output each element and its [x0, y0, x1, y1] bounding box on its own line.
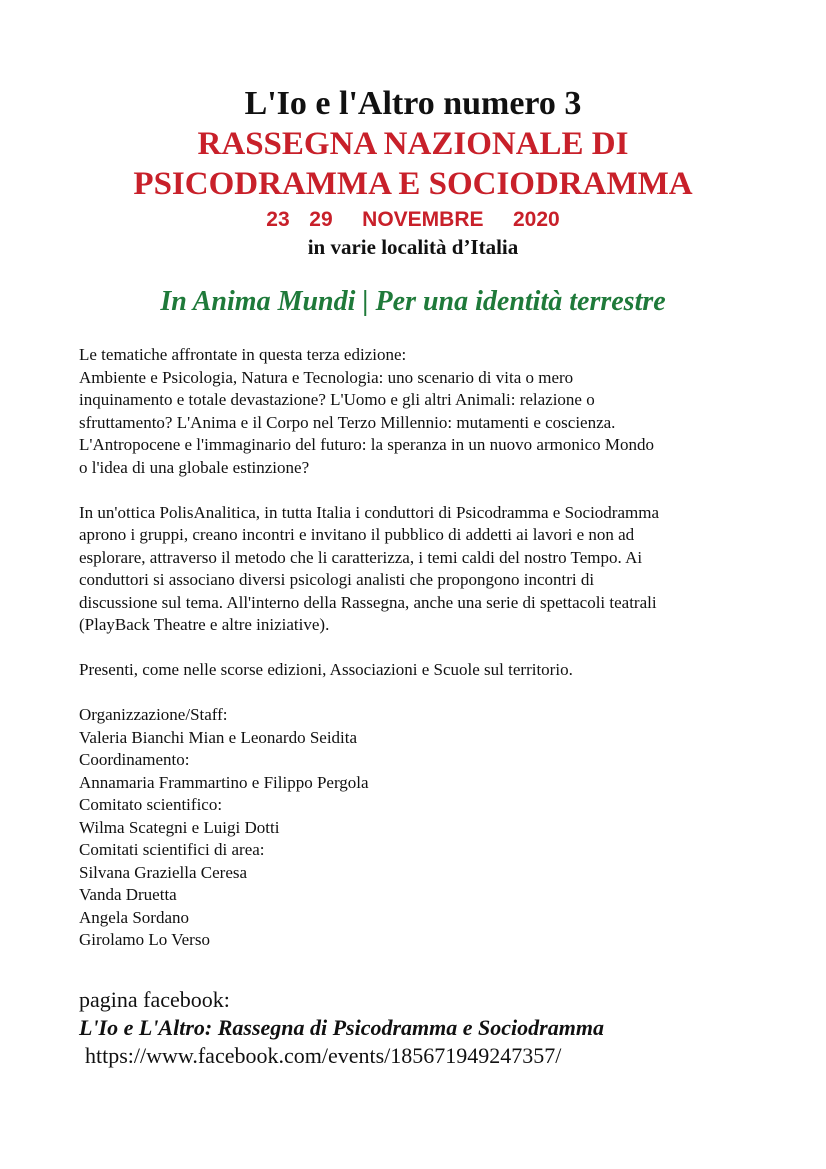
staff-name: Angela Sordano [79, 907, 190, 927]
themes-paragraph [79, 344, 759, 479]
facebook-page-name: L'Io e L'Altro: Rassegna di Psicodramma e Sociodramma [79, 1015, 604, 1040]
text-line: esplorare, attraverso il metodo che li caratterizza, i temi caldi del nostro Tempo. Ai [79, 547, 643, 567]
text-line: (PlayBack Theatre e altre iniziative). [79, 615, 330, 634]
presence-paragraph: Presenti, come nelle scorse edizioni, Associazioni e Scuole sul territorio. [79, 660, 573, 679]
staff-names: Valeria Bianchi Mian e Leonardo Seidita [79, 727, 358, 747]
text-line: L'Antropocene e l'immaginario del futuro: la speranza in un nuovo armonico Mondo [79, 435, 654, 454]
event-header [0, 84, 826, 260]
document-body [79, 344, 759, 952]
text-line: Ambiente e Psicologia, Natura e Tecnologia: uno scenario di vita o mero [79, 367, 574, 387]
staff-heading-scientific-committee: Comitato scientifico: [79, 795, 223, 814]
event-motto: In Anima Mundi | Per una identità terrestre [160, 286, 666, 317]
staff-heading-area-committees: Comitati scientifici di area: [79, 840, 265, 859]
description-paragraph [79, 502, 759, 637]
event-dates: 23 29 NOVEMBRE 2020 [266, 208, 560, 231]
staff-name: Vanda Druetta [79, 885, 177, 904]
text-line: In un'ottica PolisAnalitica, in tutta Italia i conduttori di Psicodramma e Sociodramma [79, 502, 659, 522]
text-line: aprono i gruppi, creano incontri e invitano il pubblico di addetti ai lavori e non ad [79, 525, 635, 544]
staff-heading-organization: Organizzazione/Staff: [79, 705, 228, 724]
staff-names: Annamaria Frammartino e Filippo Pergola [79, 772, 369, 792]
text-line: discussione sul tema. All'interno della Rassegna, anche una serie di spettacoli teatrali [79, 592, 657, 612]
facebook-url-link[interactable]: https://www.facebook.com/events/185671949247357/ [85, 1043, 562, 1068]
staff-heading-coordination: Coordinamento: [79, 750, 190, 769]
event-title: L'Io e l'Altro numero 3 [244, 85, 582, 122]
staff-names: Wilma Scategni e Luigi Dotti [79, 817, 280, 837]
facebook-section [79, 986, 779, 1070]
text-line: sfruttamento? L'Anima e il Corpo nel Terzo Millennio: mutamenti e coscienza. [79, 412, 616, 432]
event-subtitle-line-2: PSICODRAMMA E SOCIODRAMMA [133, 166, 693, 202]
staff-name: Girolamo Lo Verso [79, 930, 210, 949]
event-locations: in varie località d’Italia [307, 235, 519, 259]
text-line: inquinamento e totale devastazione? L'Uomo e gli altri Animali: relazione o [79, 390, 595, 409]
staff-name: Silvana Graziella Ceresa [79, 862, 248, 882]
text-line: Le tematiche affrontate in questa terza edizione: [79, 345, 407, 364]
text-line: conduttori si associano diversi psicologi analisti che propongono incontri di [79, 570, 595, 589]
event-subtitle-line-1: RASSEGNA NAZIONALE DI [197, 126, 629, 162]
text-line: o l'idea di una globale estinzione? [79, 457, 310, 477]
staff-list [79, 704, 759, 952]
facebook-label: pagina facebook: [79, 987, 230, 1012]
